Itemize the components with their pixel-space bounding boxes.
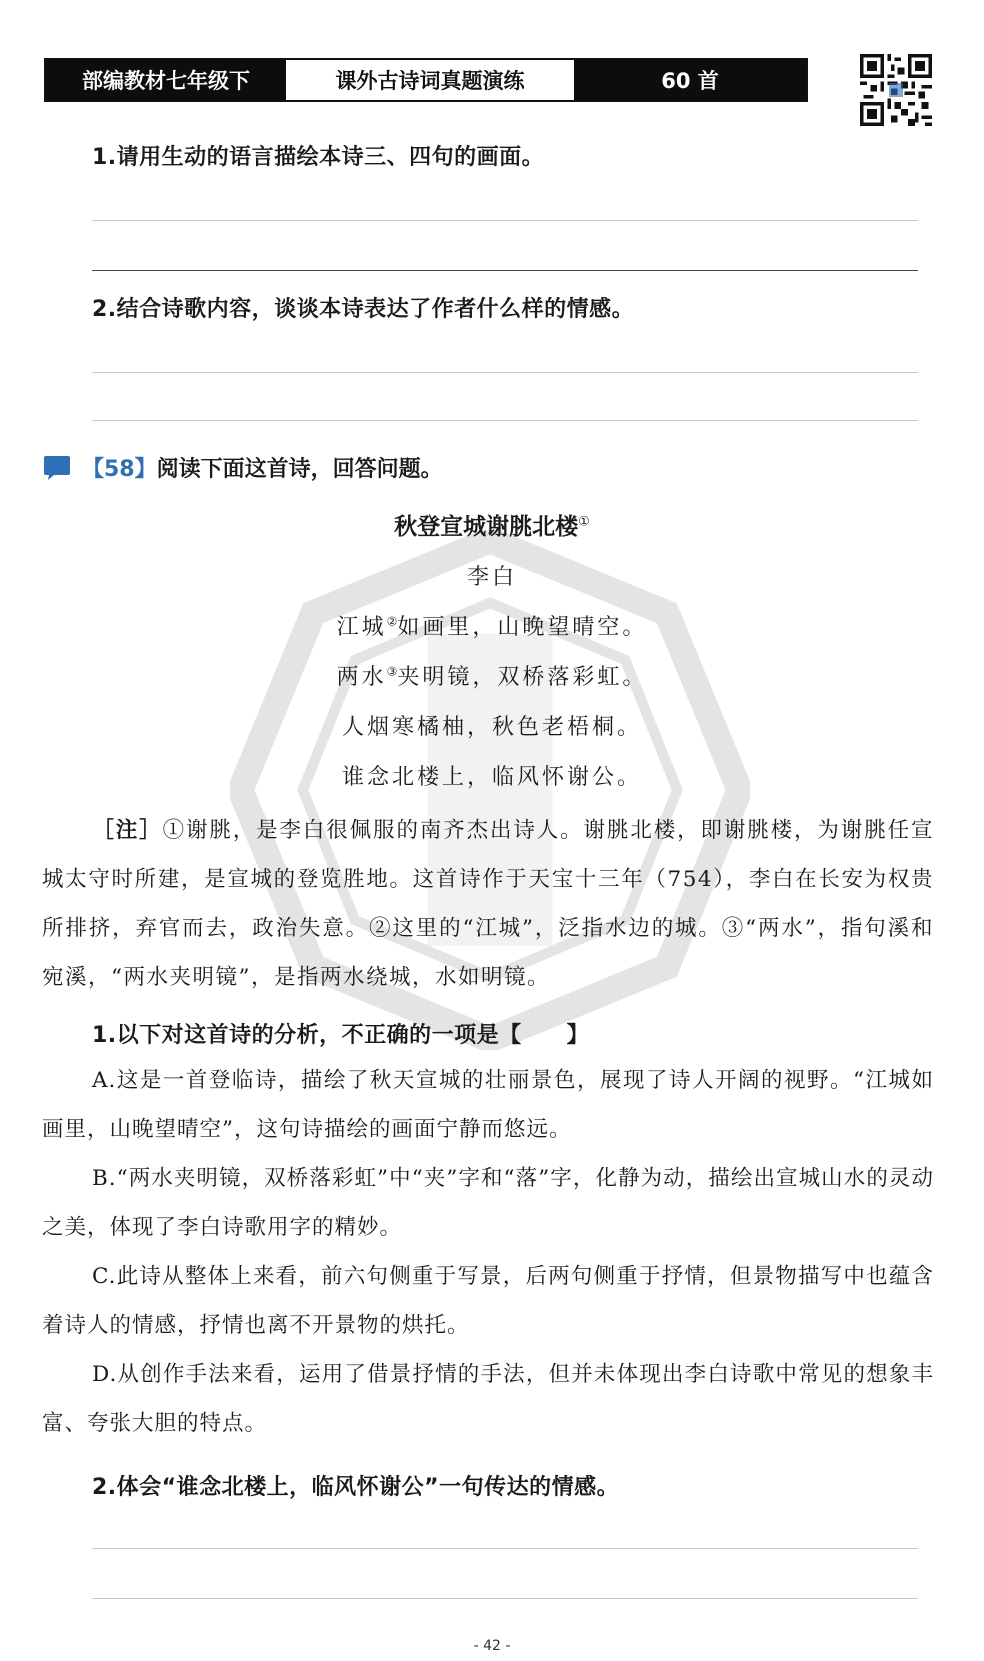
poem-line-text: 江城 <box>336 615 387 640</box>
answer-line[interactable] <box>92 1548 918 1549</box>
option-c[interactable] <box>42 1252 934 1350</box>
option-b[interactable] <box>42 1154 934 1252</box>
annotation-label: ［注］ <box>92 818 163 843</box>
header-bar <box>44 58 808 102</box>
option-b-text: B.“两水夹明镜，双桥落彩虹”中“夹”字和“落”字，化静为动，描绘出宣城山水的灵动之美，体现了李白诗歌用字的精妙。 <box>42 1166 934 1240</box>
poem-title-note: ① <box>578 514 590 530</box>
bookmark-flag-icon <box>42 455 72 481</box>
answer-line[interactable] <box>92 220 918 221</box>
answer-line[interactable] <box>92 270 918 271</box>
poem-line <box>0 760 984 791</box>
prev-question-1: 1.请用生动的语言描绘本诗三、四句的画面。 <box>92 145 545 170</box>
poem-author: 李白 <box>466 565 517 590</box>
poem-line-note: ② <box>386 614 398 629</box>
poem-line <box>0 610 984 641</box>
annotation-text: ①谢朓，是李白很佩服的南齐杰出诗人。谢朓北楼，即谢朓楼，为谢朓任宣城太守时所建，是宣城的登览胜地。这首诗作于天宝十三年（754），李白在长安为权贵所排挤，弃官而去，政治失意。②这里的“江城”，泛指水边的城。③“两水”，指句溪和宛溪，“两水夹明镜”，是指两水绕城，水如明镜。 <box>42 818 934 990</box>
poem-line-text: 夹明镜，双桥落彩虹。 <box>397 665 648 690</box>
option-a[interactable] <box>42 1056 934 1154</box>
header-title: 课外古诗词真题演练 <box>286 60 574 100</box>
header-grade: 部编教材七年级下 <box>46 60 286 100</box>
poem-line <box>0 660 984 691</box>
poem-line-text: 如画里，山晚望晴空。 <box>397 615 648 640</box>
question-1: 1.以下对这首诗的分析，不正确的一项是【 】 <box>92 1023 590 1048</box>
poem-line-text: 谁念北楼上，临风怀谢公。 <box>341 765 642 790</box>
header-count: 60 首 <box>574 60 806 100</box>
poem-line <box>0 710 984 741</box>
option-c-text: C.此诗从整体上来看，前六句侧重于写景，后两句侧重于抒情，但景物描写中也蕴含着诗人的情感，抒情也离不开景物的烘托。 <box>42 1264 934 1338</box>
answer-line[interactable] <box>92 420 918 421</box>
answer-line[interactable] <box>92 372 918 373</box>
section-heading <box>42 452 443 483</box>
section-instruction: 阅读下面这首诗，回答问题。 <box>156 457 443 482</box>
answer-line[interactable] <box>92 1598 918 1599</box>
section-number: 【58】 <box>82 457 157 482</box>
option-a-text: A.这是一首登临诗，描绘了秋天宣城的壮丽景色，展现了诗人开阔的视野。“江城如画里，山晚望晴空”，这句诗描绘的画面宁静而悠远。 <box>42 1068 934 1142</box>
option-d-text: D.从创作手法来看，运用了借景抒情的手法，但并未体现出李白诗歌中常见的想象丰富、夸张大胆的特点。 <box>42 1362 934 1436</box>
poem-line-text: 两水 <box>336 665 387 690</box>
poem-title-text: 秋登宣城谢朓北楼 <box>394 514 579 540</box>
poem-title <box>0 508 984 541</box>
qr-code-icon <box>860 54 932 126</box>
question-2: 2.体会“谁念北楼上，临风怀谢公”一句传达的情感。 <box>92 1475 620 1500</box>
prev-question-2: 2.结合诗歌内容，谈谈本诗表达了作者什么样的情感。 <box>92 297 635 322</box>
option-d[interactable] <box>42 1350 934 1448</box>
poem-annotation <box>42 806 934 1002</box>
poem-line-note: ③ <box>386 664 398 679</box>
poem-line-text: 人烟寒橘柚，秋色老梧桐。 <box>341 715 642 740</box>
page-number: - 42 - <box>473 1638 511 1654</box>
